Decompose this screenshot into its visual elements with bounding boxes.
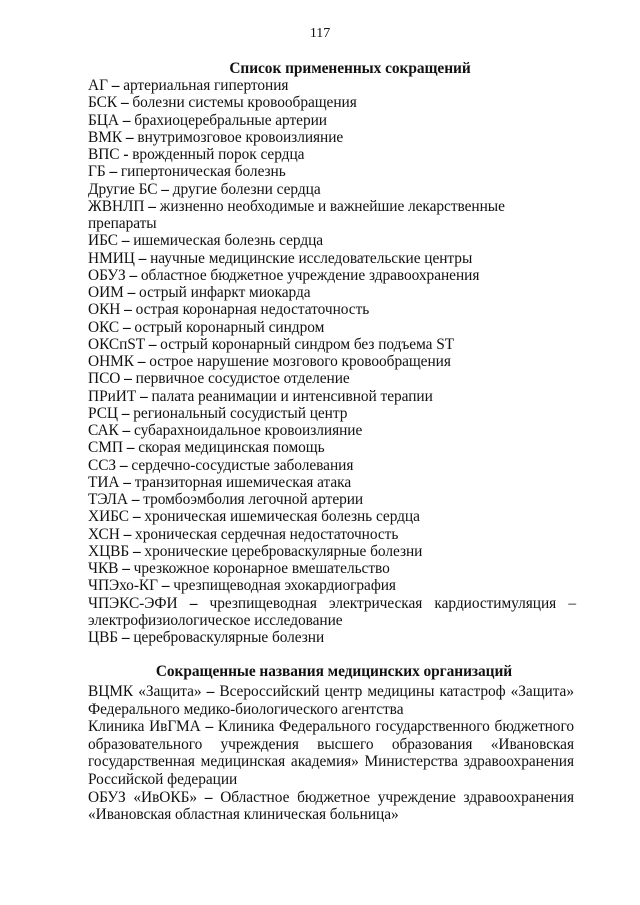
abbreviation-term: ЧПЭхо-КГ — [88, 577, 158, 595]
abbreviation-definition: первичное сосудистое отделение — [135, 370, 350, 388]
term-separator: – — [109, 163, 118, 181]
abbreviation-item — [88, 508, 576, 525]
abbreviation-item — [88, 629, 576, 646]
abbreviation-definition: артериальная гипертония — [123, 77, 289, 94]
abbreviation-item — [88, 422, 576, 439]
abbreviation-item — [88, 370, 576, 387]
abbreviation-definition: Клиника Федерального государственного бюджетного образовательного учреждения высшего образования «Ивановская государственная медицинская академия» Министерства здравоохранения Российской федерации — [88, 718, 574, 788]
abbreviation-term: ТЭЛА — [88, 491, 128, 508]
abbreviation-definition: областное бюджетное учреждение здравоохранения — [140, 266, 480, 284]
term-separator: – — [204, 788, 213, 806]
term-separator: – — [148, 197, 156, 215]
abbreviation-definition: острое нарушение мозгового кровообращения — [149, 353, 451, 370]
term-separator: – — [189, 594, 198, 612]
term-separator: – — [121, 629, 130, 646]
abbreviation-definition: ишемическая болезнь сердца — [133, 232, 324, 250]
abbreviation-term: ГБ — [88, 163, 106, 181]
abbreviation-item — [88, 232, 576, 249]
abbreviation-item — [88, 250, 576, 267]
abbreviation-term: ОБУЗ — [88, 266, 126, 284]
abbreviation-item — [88, 353, 576, 370]
term-separator: – — [122, 111, 131, 129]
abbreviation-item — [88, 595, 576, 630]
term-separator: – — [127, 284, 136, 301]
term-separator: – — [122, 560, 130, 577]
abbreviation-definition: острый коронарный синдром без подъема ST — [160, 335, 455, 353]
abbreviation-item — [88, 146, 576, 163]
abbreviation-definition: брахиоцеребральные артерии — [134, 111, 327, 129]
abbreviation-term: БСК — [88, 94, 118, 112]
term-separator: – — [138, 249, 147, 267]
abbreviation-definition: тромбоэмболия легочной артерии — [143, 491, 364, 508]
abbreviation-definition: Всероссийский центр медицины катастроф «Защита» Федерального медико-биологического агентства — [88, 683, 574, 718]
abbreviation-definition: врожденный порок сердца — [132, 146, 305, 163]
abbreviation-term: БЦА — [88, 111, 119, 129]
abbreviation-item — [88, 474, 576, 491]
abbreviation-item — [88, 112, 576, 129]
abbreviation-definition: Областное бюджетное учреждение здравоохранения «Ивановская областная клиническая больница» — [88, 788, 574, 824]
abbreviation-item — [88, 457, 576, 474]
abbreviation-definition: региональный сосудистый центр — [133, 404, 348, 422]
abbreviation-item — [88, 439, 576, 456]
term-separator: - — [123, 146, 129, 163]
abbreviation-definition: острая коронарная недостаточность — [135, 301, 370, 319]
abbreviation-definition: хроническая ишемическая болезнь сердца — [144, 508, 420, 526]
abbreviation-term: ПСО — [88, 370, 121, 388]
abbreviation-item — [88, 267, 576, 284]
abbreviation-definition: транзиторная ишемическая атака — [134, 473, 352, 491]
abbreviation-term: ССЗ — [88, 456, 117, 474]
abbreviation-definition: острый коронарный синдром — [134, 318, 325, 336]
abbreviation-term: ЧПЭКС-ЭФИ — [88, 594, 178, 612]
term-separator: – — [124, 301, 132, 319]
abbreviation-term: ЖВНЛП — [88, 197, 145, 215]
abbreviation-item — [88, 526, 576, 543]
abbreviation-definition: субарахноидальное кровоизлияние — [134, 422, 363, 439]
abbreviation-term: ОБУЗ «ИвОКБ» — [88, 788, 198, 806]
abbreviation-definition: жизненно необходимые и важнейшие лекарственные препараты — [88, 197, 505, 232]
abbreviation-term: Клиника ИвГМА — [88, 718, 201, 736]
abbreviation-term: НМИЦ — [88, 249, 135, 267]
abbreviation-definition: научные медицинские исследовательские центры — [150, 249, 473, 267]
abbreviation-item — [88, 405, 576, 422]
term-separator: – — [122, 318, 131, 336]
abbreviation-definition: чрезпищеводная электрическая кардиостимуляция – электрофизиологическое исследование — [88, 594, 576, 629]
abbreviation-term: ОКС — [88, 318, 120, 336]
term-separator: – — [206, 683, 215, 700]
abbreviation-item — [88, 77, 576, 94]
abbreviation-item — [88, 543, 576, 560]
abbreviation-term: ОНМК — [88, 353, 134, 370]
term-separator: – — [124, 370, 132, 388]
abbreviation-definition: цереброваскулярные болезни — [133, 629, 325, 646]
abbreviation-item — [88, 198, 576, 233]
abbreviation-definition: хроническая сердечная недостаточность — [135, 525, 399, 543]
term-separator: – — [121, 232, 130, 250]
abbreviation-definition: чрезкожное коронарное вмешательство — [133, 560, 390, 577]
abbreviation-definition: гипертоническая болезнь — [120, 163, 286, 181]
abbreviation-term: ОКСпST — [88, 335, 145, 353]
abbreviation-term: ВЦМК «Защита» — [88, 683, 202, 700]
abbreviation-definition: палата реанимации и интенсивной терапии — [151, 387, 433, 405]
abbreviation-item — [88, 284, 576, 301]
abbreviation-term: ТИА — [88, 473, 120, 491]
abbreviations-heading: Список примененных сокращений — [229, 60, 471, 77]
abbreviation-definition: острый инфаркт миокарда — [139, 284, 311, 301]
abbreviation-definition: другие болезни сердца — [172, 180, 321, 198]
abbreviation-term: СМП — [88, 439, 123, 457]
page-number: 117 — [309, 26, 331, 41]
abbreviation-term: ХИБС — [88, 508, 130, 526]
term-separator: – — [132, 542, 141, 560]
abbreviation-item — [88, 336, 576, 353]
abbreviation-item — [88, 388, 576, 405]
abbreviation-item — [88, 163, 576, 180]
abbreviation-term: ХЦВБ — [88, 542, 130, 560]
term-separator: – — [126, 439, 135, 457]
term-separator: – — [120, 94, 129, 112]
abbreviation-item — [88, 560, 576, 577]
term-separator: – — [122, 422, 131, 439]
term-separator: – — [148, 335, 157, 353]
abbreviation-term: ИБС — [88, 232, 118, 250]
abbreviation-term: ВПС — [88, 146, 120, 163]
abbreviation-item — [88, 301, 576, 318]
term-separator: – — [123, 473, 131, 491]
abbreviation-item — [88, 181, 576, 198]
abbreviation-term: ЦВБ — [88, 629, 119, 646]
abbreviation-term: ОИМ — [88, 284, 124, 301]
term-separator: – — [140, 387, 148, 405]
term-separator: – — [161, 180, 169, 198]
term-separator: – — [137, 353, 146, 370]
term-separator: – — [111, 77, 120, 94]
organization-item — [88, 718, 574, 788]
abbreviation-term: Другие БС — [88, 180, 158, 198]
abbreviation-definition: сердечно-сосудистые заболевания — [131, 456, 354, 474]
term-separator: – — [125, 128, 134, 146]
abbreviation-item — [88, 319, 576, 336]
organizations-list — [88, 683, 574, 824]
abbreviation-item — [88, 94, 576, 111]
abbreviation-term: ЧКВ — [88, 560, 119, 577]
term-separator: – — [205, 718, 214, 736]
term-separator: – — [119, 456, 128, 474]
abbreviation-item — [88, 577, 576, 594]
organizations-heading: Сокращенные названия медицинских организаций — [155, 663, 513, 680]
term-separator: – — [121, 404, 130, 422]
abbreviation-item — [88, 491, 576, 508]
abbreviation-term: АГ — [88, 77, 108, 94]
term-separator: – — [161, 577, 170, 595]
abbreviation-term: ВМК — [88, 128, 123, 146]
abbreviation-term: ПРиИТ — [88, 387, 137, 405]
abbreviation-definition: скорая медицинская помощь — [138, 439, 325, 457]
abbreviation-definition: болезни системы кровообращения — [132, 94, 357, 112]
abbreviation-definition: чрезпищеводная эхокардиография — [173, 577, 396, 595]
organization-item — [88, 683, 574, 718]
organization-item — [88, 789, 574, 824]
abbreviation-definition: внутримозговое кровоизлияние — [137, 128, 344, 146]
abbreviation-definition: хронические цереброваскулярные болезни — [144, 542, 423, 560]
term-separator: – — [132, 508, 141, 526]
abbreviation-term: ОКН — [88, 301, 121, 319]
abbreviations-list — [88, 77, 576, 646]
abbreviation-term: РСЦ — [88, 404, 118, 422]
abbreviation-term: САК — [88, 422, 119, 439]
abbreviation-item — [88, 129, 576, 146]
term-separator: – — [131, 491, 140, 508]
term-separator: – — [123, 525, 132, 543]
term-separator: – — [129, 266, 138, 284]
abbreviation-term: ХСН — [88, 525, 120, 543]
